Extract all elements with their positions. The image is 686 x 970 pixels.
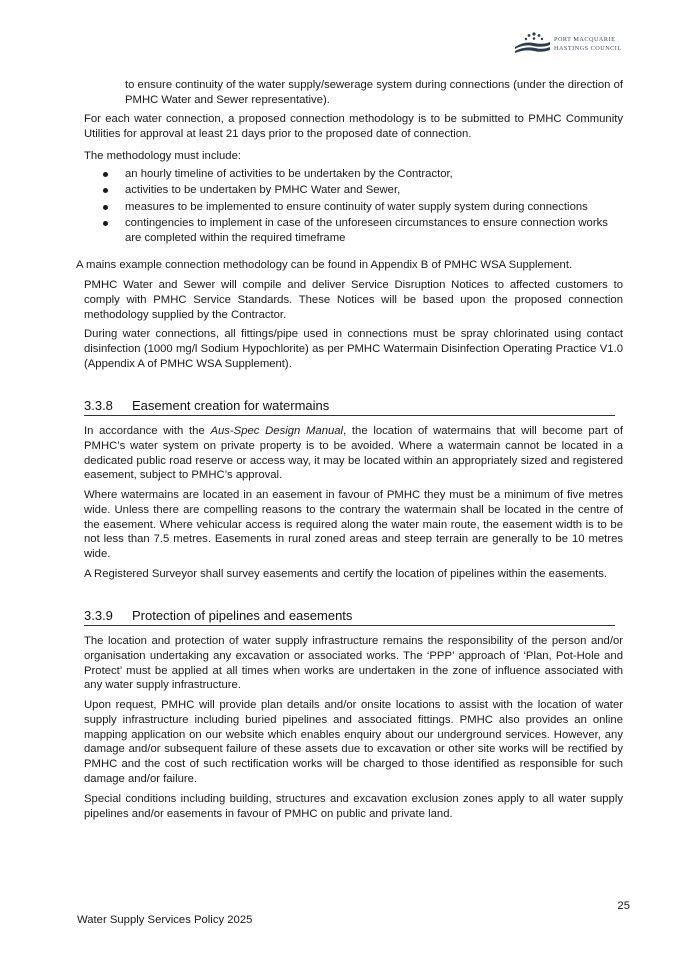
bullet-icon	[103, 188, 108, 193]
disinfection-paragraph: During water connections, all fittings/pipe used in connections must be spray chlorinated using contact disinfection (1000 mg/l Sodium Hypochlorite) as per PMHC Watermain Disinfection Operating Practice V1.0 (Appendix A of PMHC WSA Supplement).	[84, 328, 623, 370]
manual-title: Aus-Spec Design Manual	[210, 425, 344, 437]
council-logo	[512, 30, 630, 58]
list-item-text: contingencies to implement in case of the unforeseen circumstances to ensure connection works are completed within the required timeframe	[125, 217, 608, 244]
list-item	[84, 167, 623, 182]
protection-paragraph-1: The location and protection of water supply infrastructure remains the responsibility of the person and/or organisation undertaking any excavation or associated works. The ‘PPP’ approach of ‘Plan, Pot-Hole and Protect’ must be applied at all times when works are undertaken in the zone of influence associated with any water supply infrastructure.	[84, 635, 623, 692]
section-heading-338	[84, 398, 615, 416]
appendix-note: A mains example connection methodology can be found in Appendix B of PMHC WSA Supplement.	[76, 259, 573, 271]
section-number: 3.3.9	[84, 608, 113, 623]
service-disruption-paragraph: PMHC Water and Sewer will compile and deliver Service Disruption Notices to affected customers to comply with PMHC Service Standards. These Notices will be based upon the proposed connection methodology supplied by the Contractor.	[84, 279, 623, 321]
list-item-text: an hourly timeline of activities to be undertaken by the Contractor,	[125, 168, 453, 180]
logo-text-line2: HASTINGS COUNCIL	[554, 45, 622, 52]
easement-paragraph-1	[84, 424, 623, 483]
bullet-icon	[103, 172, 108, 177]
section-title: Easement creation for watermains	[132, 398, 330, 413]
bullet-icon	[103, 221, 108, 226]
list-item	[84, 216, 623, 246]
list-item	[84, 183, 623, 198]
connection-methodology-paragraph: For each water connection, a proposed connection methodology is to be submitted to PMHC Community Utilities for approval at least 21 days prior to the proposed date of connection.	[84, 113, 623, 140]
continuation-paragraph: to ensure continuity of the water supply/sewerage system during connections (under the direction of PMHC Water and Sewer representative).	[125, 79, 623, 106]
methodology-list	[84, 167, 623, 247]
protection-paragraph-2: Upon request, PMHC will provide plan details and/or onsite locations to assist with the location of water supply infrastructure including buried pipelines and associated fittings. PMHC also provides an online mapping application on our website which enables enquiry about our underground services. However, any damage and/or subsequent failure of these assets due to excavation or other site works will be rectified by PMHC and the cost of such rectification works will be charged to those identified as responsible for such damage and/or failure.	[84, 699, 623, 785]
text-run: , the location of watermains that will become part of PMHC’s water system on private property is to be avoided. Where a watermain cannot be located in a dedicated public road reserve or access way, it may be located within an appropriately sized and registered easement, subject to PMHC’s approval.	[84, 425, 623, 482]
text-run: In accordance with the	[84, 425, 211, 437]
methodology-intro: The methodology must include:	[84, 150, 241, 162]
section-number: 3.3.8	[84, 398, 113, 413]
logo-text-line1: PORT MACQUARIE	[554, 36, 616, 43]
protection-paragraph-3: Special conditions including building, structures and excavation exclusion zones apply to all water supply pipelines and/or easements in favour of PMHC on public and private land.	[84, 793, 623, 820]
list-item-text: measures to be implemented to ensure continuity of water supply system during connections	[125, 200, 588, 213]
list-item-text: activities to be undertaken by PMHC Water and Sewer,	[125, 184, 401, 197]
section-title: Protection of pipelines and easements	[132, 608, 353, 623]
page-number: 25	[617, 900, 630, 912]
list-item	[84, 200, 623, 215]
footer-document-title: Water Supply Services Policy 2025	[77, 914, 253, 926]
easement-paragraph-3: A Registered Surveyor shall survey easements and certify the location of pipelines within the easements.	[84, 568, 608, 580]
council-emblem-icon	[512, 30, 552, 56]
section-heading-339	[84, 608, 615, 626]
bullet-icon	[103, 205, 108, 210]
easement-paragraph-2: Where watermains are located in an easement in favour of PMHC they must be a minimum of five metres wide. Unless there are compelling reasons to the contrary the watermain shall be located in the centre of the easement. Where vehicular access is required along the water main route, the easement width is to be not less than 7.5 metres. Easements in rural zoned areas and steep terrain are generally to be 10 metres wide.	[84, 489, 623, 561]
